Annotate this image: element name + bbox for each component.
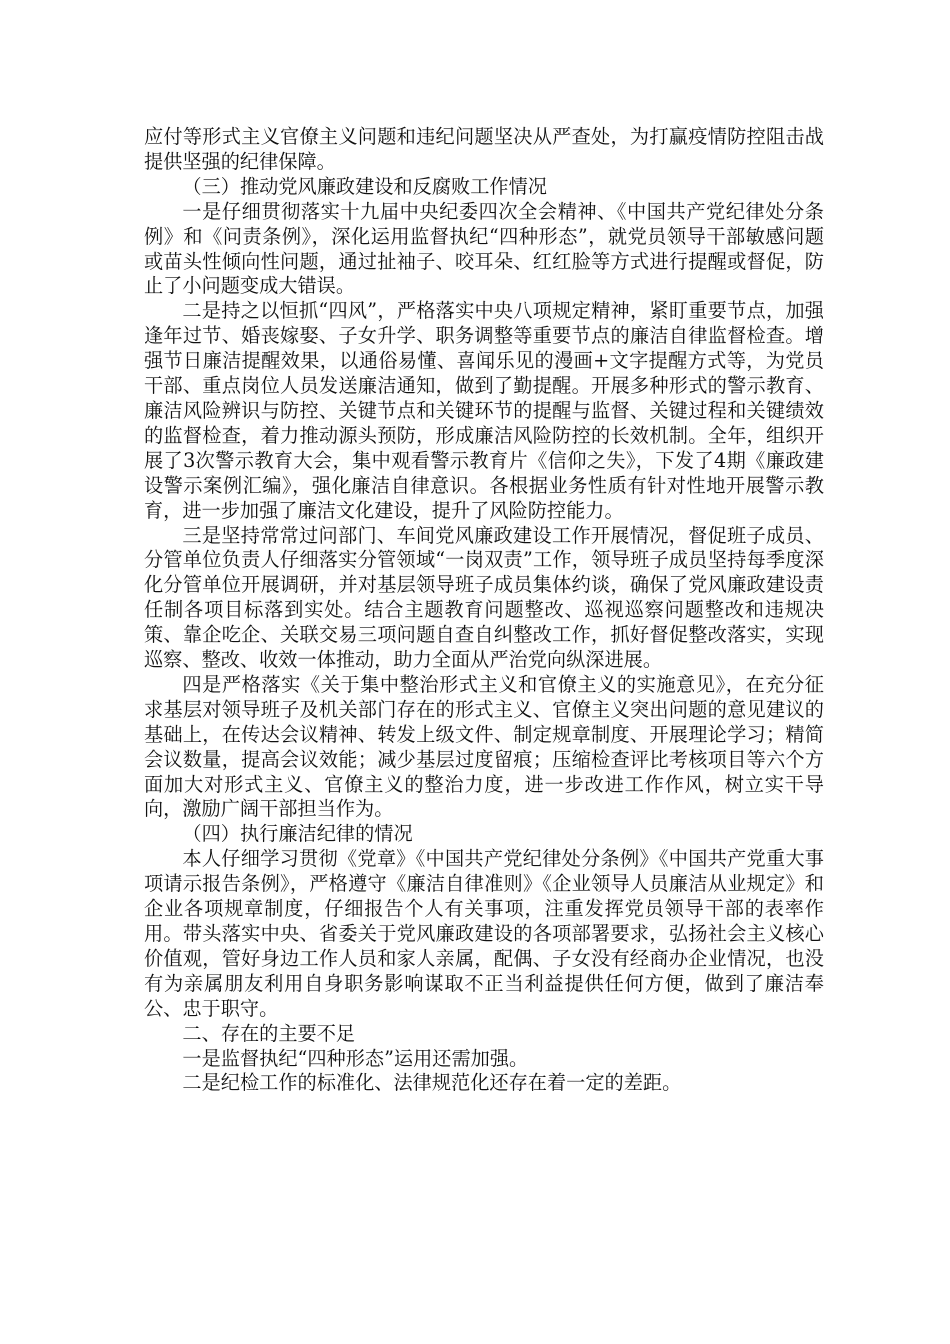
paragraph-point-four: 四是严格落实《关于集中整治形式主义和官僚主义的实施意见》，在充分征求基层对领导班子及机关部门存在的形式主义、官僚主义突出问题的意见建议的基础上，在传达会议精神、转发上级文件、制定规章制度、开展理论学习；精简会议数量，提高会议效能；减少基层过度留痕；压缩检查评比考核项目等六个方面加大对形式主义、官僚主义的整治力度，进一步改进工作作风，树立实干导向，激励广阔干部担当作为。 <box>144 672 824 821</box>
paragraph-shortcoming-one: 一是监督执纪“四种形态”运用还需加强。 <box>182 1046 529 1070</box>
paragraph-point-one: 一是仔细贯彻落实十九届中央纪委四次全会精神、《中国共产党纪律处分条例》和《问责条例》，深化运用监督执纪“四种形态”，就党员领导干部敏感问题或苗头性倾向性问题，通过扯袖子、咬耳朵、红红脸等方式进行提醒或督促，防止了小问题变成大错误。 <box>144 199 824 298</box>
paragraph-continued: 应付等形式主义官僚主义问题和违纪问题坚决从严查处，为打赢疫情防控阻击战提供坚强的纪律保障。 <box>144 125 824 173</box>
section-heading-four: （四）执行廉洁纪律的情况 <box>182 822 413 846</box>
paragraph-point-three: 三是坚持常常过问部门、车间党风廉政建设工作开展情况，督促班子成员、分管单位负责人仔细落实分管领域“一岗双责”工作，领导班子成员坚持每季度深化分管单位开展调研，并对基层领导班子成员集体约谈，确保了党风廉政建设责任制各项目标落到实处。结合主题教育问题整改、巡视巡察问题整改和违规决策、靠企吃企、关联交易三项问题自查自纠整改工作，抓好督促整改落实，实现巡察、整改、收效一体推动，助力全面从严治党向纵深进展。 <box>144 523 824 672</box>
paragraph-discipline: 本人仔细学习贯彻《党章》《中国共产党纪律处分条例》《中国共产党重大事项请示报告条例》，严格遵守《廉洁自律准则》《企业领导人员廉洁从业规定》和企业各项规章制度，仔细报告个人有关事项，注重发挥党员领导干部的表率作用。带头落实中央、省委关于党风廉政建设的各项部署要求，弘扬社会主义核心价值观，管好身边工作人员和家人亲属，配偶、子女没有经商办企业情况，也没有为亲属朋友利用自身职务影响谋取不正当利益提供任何方便，做到了廉洁奉公、忠于职守。 <box>144 847 824 1020</box>
section-heading-shortcomings: 二、存在的主要不足 <box>182 1021 356 1045</box>
section-heading-three: （三）推动党风廉政建设和反腐败工作情况 <box>182 174 547 198</box>
document-body <box>144 125 824 1096</box>
paragraph-point-two: 二是持之以恒抓“四风”，严格落实中央八项规定精神，紧盯重要节点，加强逢年过节、婚丧嫁娶、子女升学、职务调整等重要节点的廉洁自律监督检查。增强节日廉洁提醒效果，以通俗易懂、喜闻乐见的漫画+文字提醒方式等，为党员干部、重点岗位人员发送廉洁通知，做到了勤提醒。开展多种形式的警示教育、廉洁风险辨识与防控、关键节点和关键环节的提醒与监督、关键过程和关键绩效的监督检查，着力推动源头预防，形成廉洁风险防控的长效机制。全年，组织开展了3次警示教育大会，集中观看警示教育片《信仰之失》，下发了4期《廉政建设警示案例汇编》，强化廉洁自律意识。各根据业务性质有针对性地开展警示教育，进一步加强了廉洁文化建设，提升了风险防控能力。 <box>144 299 824 522</box>
paragraph-shortcoming-two: 二是纪检工作的标准化、法律规范化还存在着一定的差距。 <box>182 1071 682 1095</box>
